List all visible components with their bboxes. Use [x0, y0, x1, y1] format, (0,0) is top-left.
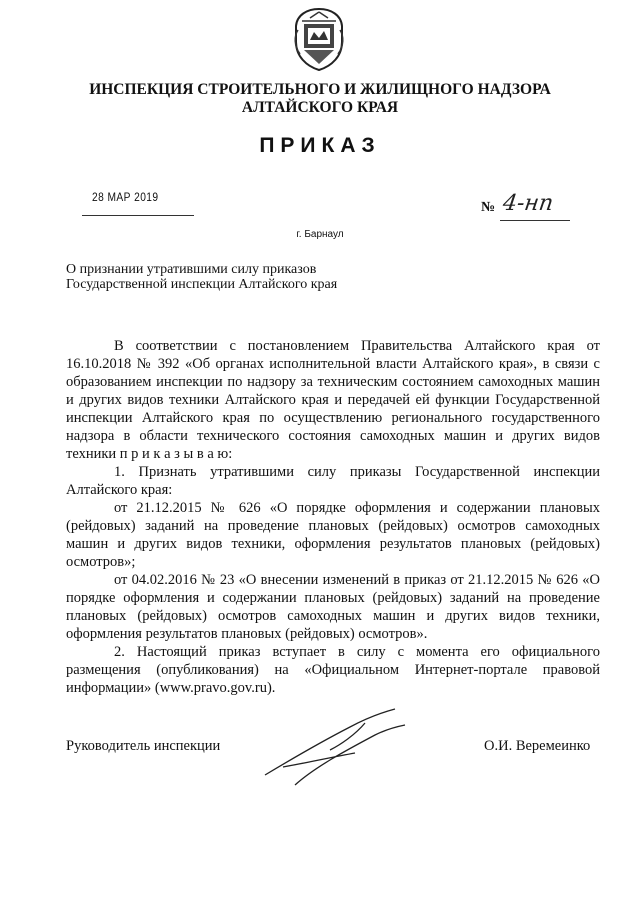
- signatory-role: Руководитель инспекции: [66, 738, 221, 754]
- organization-name-line1: ИНСПЕКЦИЯ СТРОИТЕЛЬНОГО И ЖИЛИЩНОГО НАДЗОРА: [89, 81, 551, 98]
- number-label: №: [481, 200, 496, 215]
- document-title: ПРИКАЗ: [259, 134, 381, 157]
- city: г. Барнаул: [296, 229, 344, 240]
- document-number: 4-нп: [501, 191, 555, 216]
- document-subject: О признании утратившими силу приказов Государственной инспекции Алтайского края: [66, 262, 338, 292]
- coat-of-arms-icon: [290, 6, 348, 72]
- number-underline: [500, 220, 570, 221]
- organization-name-line2: АЛТАЙСКОГО КРАЯ: [241, 99, 399, 116]
- item-1-b: от 04.02.2016 № 23 «О внесении изменений в приказ от 21.12.2015 № 626 «О порядке оформления и содержании плановых (рейдовых) заданий на проведение плановых (рейдовых) осмотров самоходных машин и других видов техники, оформления результатов плановых (рейдовых) осмотров».: [66, 572, 600, 642]
- document-body: [66, 337, 600, 697]
- intro-paragraph: В соответствии с постановлением Правительства Алтайского края от 16.10.2018 № 392 «Об органах исполнительной власти Алтайского края», в связи с образованием инспекции по надзору за техническим состоянием самоходных машин и других видов техники Алтайского края и передачей ей функции Государственной инспекции Алтайского края по осуществлению регионального государственного надзора в области технического состояния самоходных машин и других видов техники п р и к а з ы в а ю:: [66, 338, 600, 462]
- handwritten-signature: [255, 705, 420, 790]
- item-1: 1. Признать утратившими силу приказы Государственной инспекции Алтайского края:: [66, 464, 600, 498]
- document-date: 28 МАР 2019: [92, 190, 159, 204]
- date-underline: [82, 215, 194, 216]
- item-1-a: от 21.12.2015 № 626 «О порядке оформления и содержании плановых (рейдовых) заданий на проведение плановых (рейдовых) осмотров самоходных машин и других видов техники, оформления результатов плановых (рейдовых) осмотров»;: [66, 500, 600, 570]
- signatory-name: О.И. Веремеинко: [484, 738, 591, 754]
- item-2: 2. Настоящий приказ вступает в силу с момента его официального размещения (опубликования) на «Официальном Интернет-портале правовой информации» (www.pravo.gov.ru).: [66, 644, 600, 696]
